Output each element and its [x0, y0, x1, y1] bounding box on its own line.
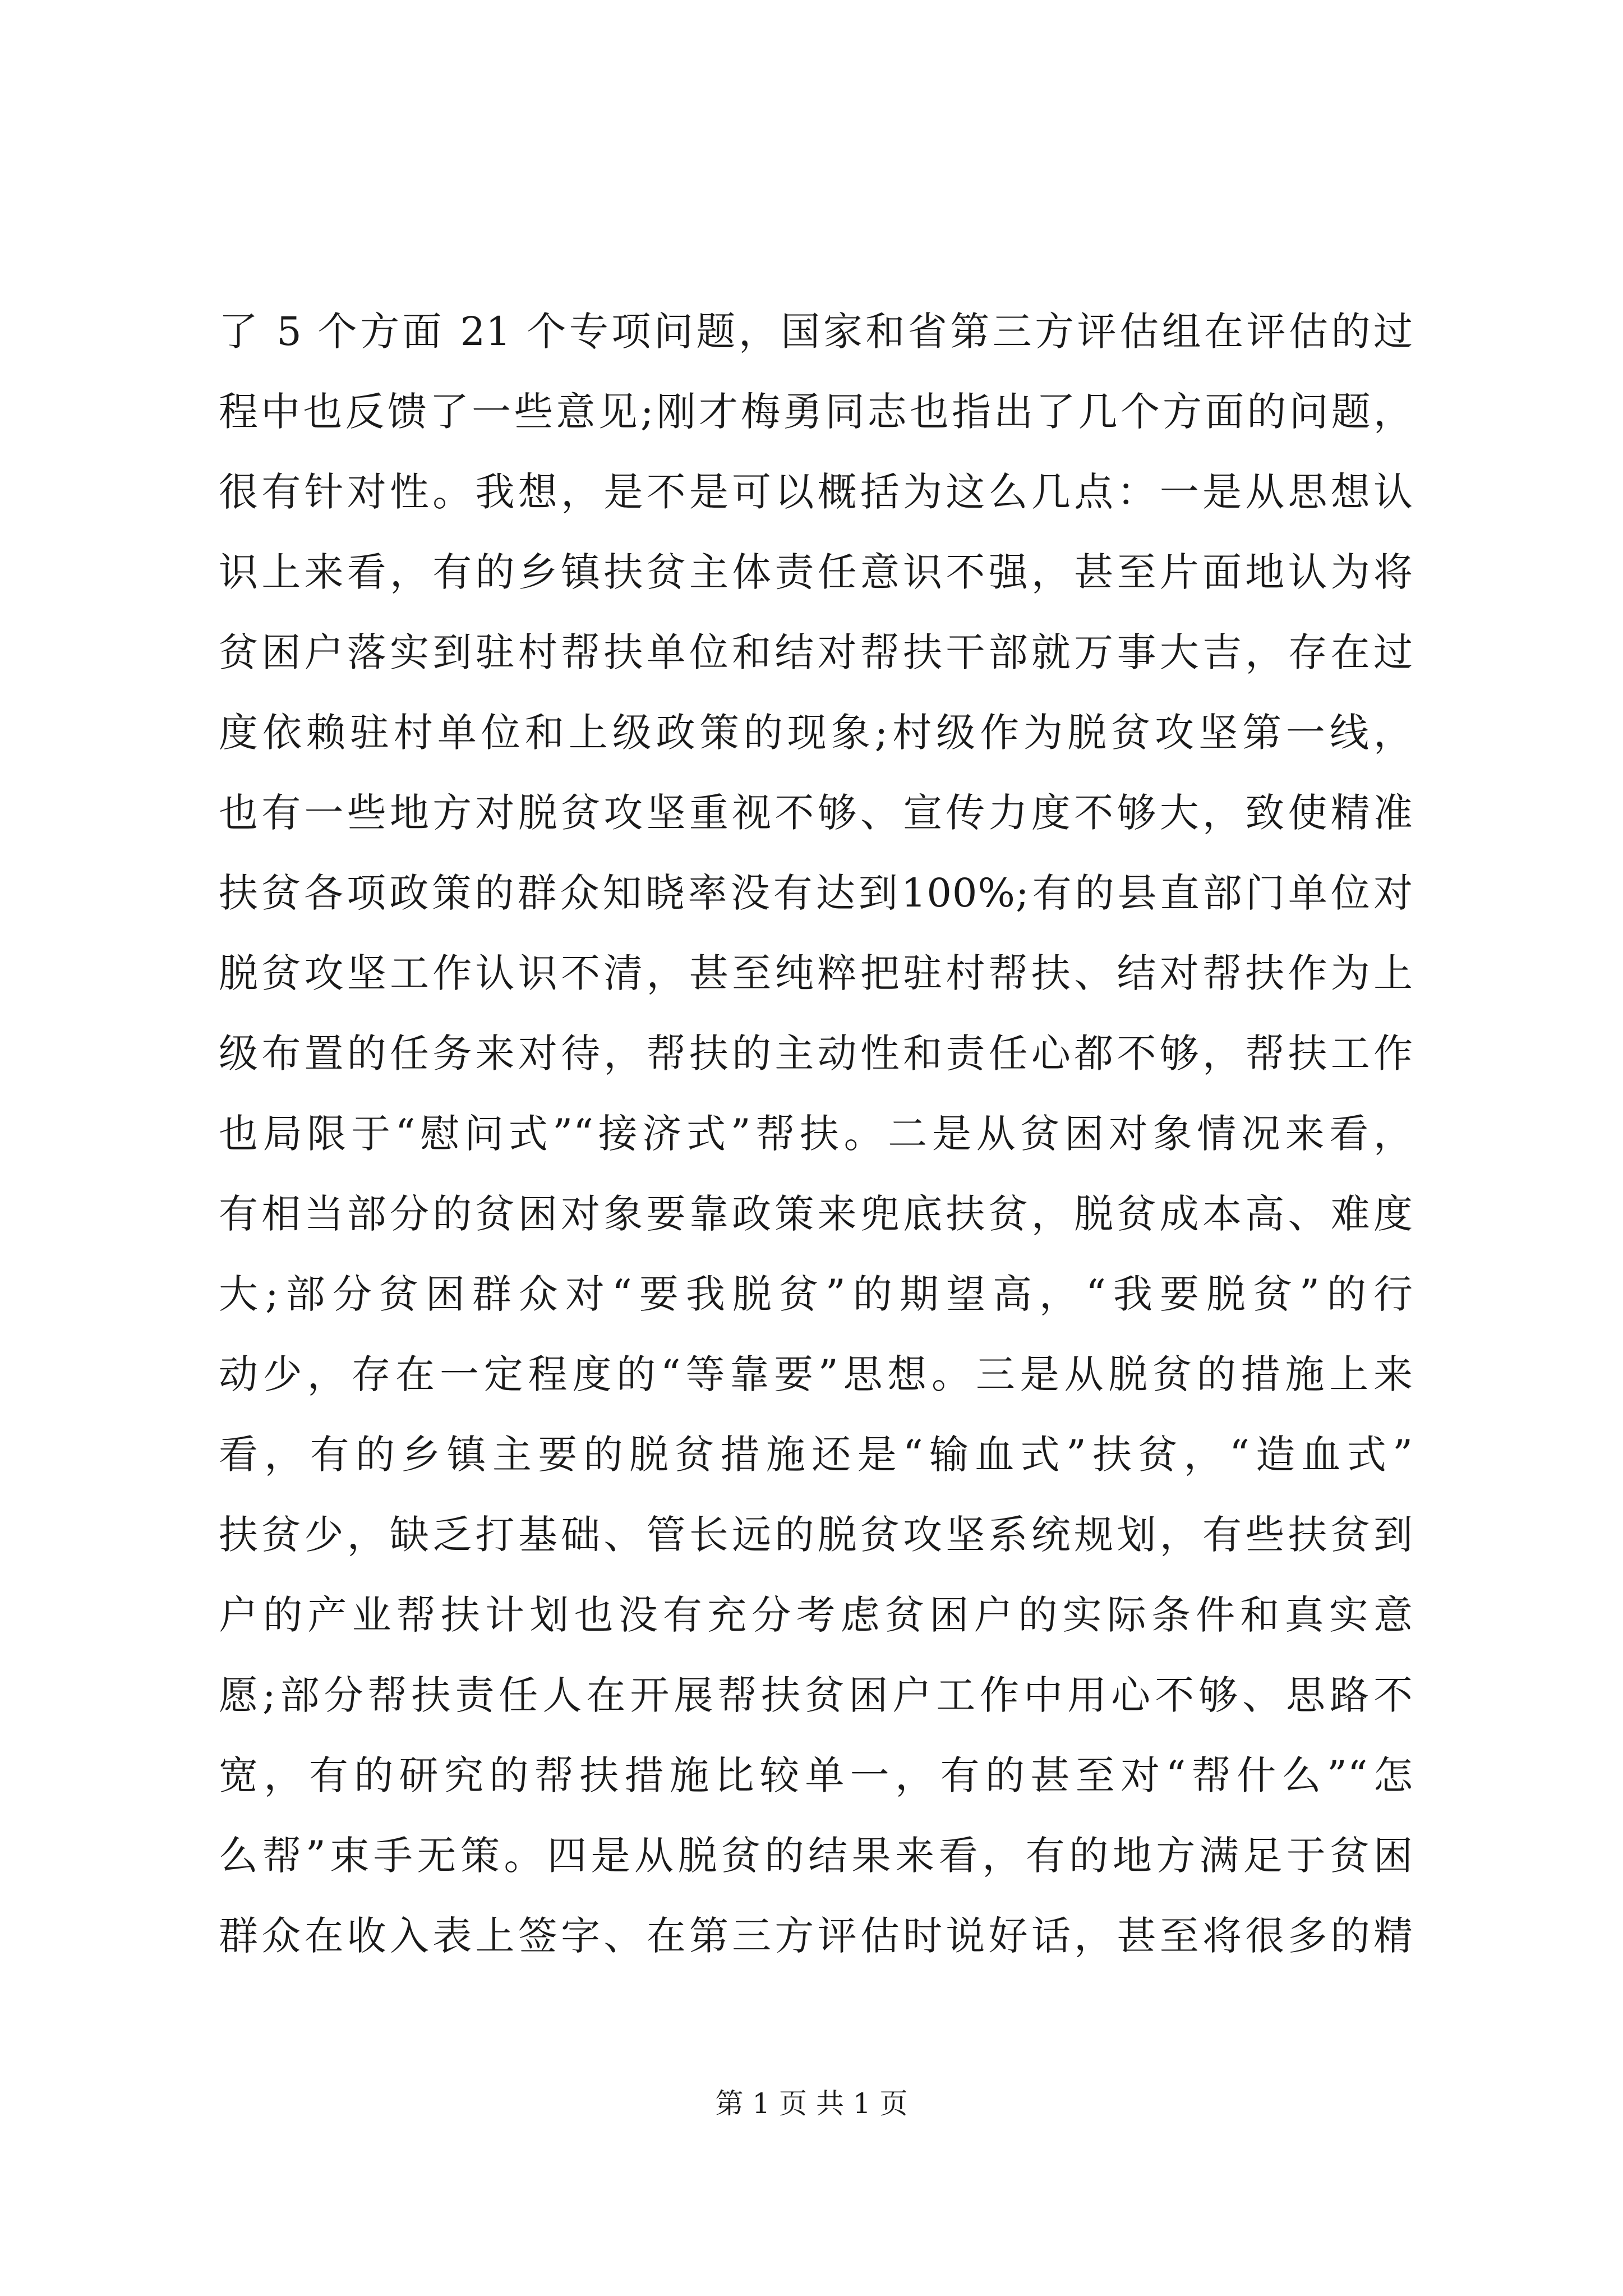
text-line: 贫困户落实到驻村帮扶单位和结对帮扶干部就万事大吉，存在过 — [219, 629, 1413, 675]
text-line: 扶贫少，缺乏打基础、管长远的脱贫攻坚系统规划，有些扶贫到 — [219, 1512, 1413, 1558]
text-line: 么帮”束手无策。四是从脱贫的结果来看，有的地方满足于贫困 — [219, 1833, 1413, 1879]
body-text — [219, 292, 1413, 1976]
text-line: 也有一些地方对脱贫攻坚重视不够、宣传力度不够大，致使精准 — [219, 790, 1413, 836]
text-line: 也局限于“慰问式”“接济式”帮扶。二是从贫困对象情况来看， — [219, 1111, 1413, 1157]
text-line: 群众在收入表上签字、在第三方评估时说好话，甚至将很多的精 — [219, 1913, 1413, 1959]
text-line: 度依赖驻村单位和上级政策的现象;村级作为脱贫攻坚第一线， — [219, 710, 1413, 756]
text-line: 大;部分贫困群众对“要我脱贫”的期望高，“我要脱贫”的行 — [219, 1271, 1413, 1317]
text-line: 扶贫各项政策的群众知晓率没有达到100%;有的县直部门单位对 — [219, 870, 1413, 916]
text-line: 脱贫攻坚工作认识不清，甚至纯粹把驻村帮扶、结对帮扶作为上 — [219, 950, 1413, 996]
text-line: 宽，有的研究的帮扶措施比较单一，有的甚至对“帮什么”“怎 — [219, 1752, 1413, 1798]
text-line: 愿;部分帮扶责任人在开展帮扶贫困户工作中用心不够、思路不 — [219, 1672, 1413, 1718]
text-line: 级布置的任务来对待，帮扶的主动性和责任心都不够，帮扶工作 — [219, 1030, 1413, 1076]
text-line: 识上来看，有的乡镇扶贫主体责任意识不强，甚至片面地认为将 — [219, 549, 1413, 595]
text-line: 有相当部分的贫困对象要靠政策来兜底扶贫，脱贫成本高、难度 — [219, 1191, 1413, 1237]
text-line: 户的产业帮扶计划也没有充分考虑贫困户的实际条件和真实意 — [219, 1592, 1413, 1638]
text-line: 了 5 个方面 21 个专项问题，国家和省第三方评估组在评估的过 — [219, 309, 1413, 355]
text-line: 动少，存在一定程度的“等靠要”思想。三是从脱贫的措施上来 — [219, 1351, 1413, 1397]
text-line: 看，有的乡镇主要的脱贫措施还是“输血式”扶贫，“造血式” — [219, 1432, 1413, 1478]
page-number-footer: 第 1 页 共 1 页 — [715, 2087, 908, 2120]
text-line: 很有针对性。我想，是不是可以概括为这么几点：一是从思想认 — [219, 469, 1413, 515]
text-line: 程中也反馈了一些意见;刚才梅勇同志也指出了几个方面的问题， — [219, 389, 1413, 435]
